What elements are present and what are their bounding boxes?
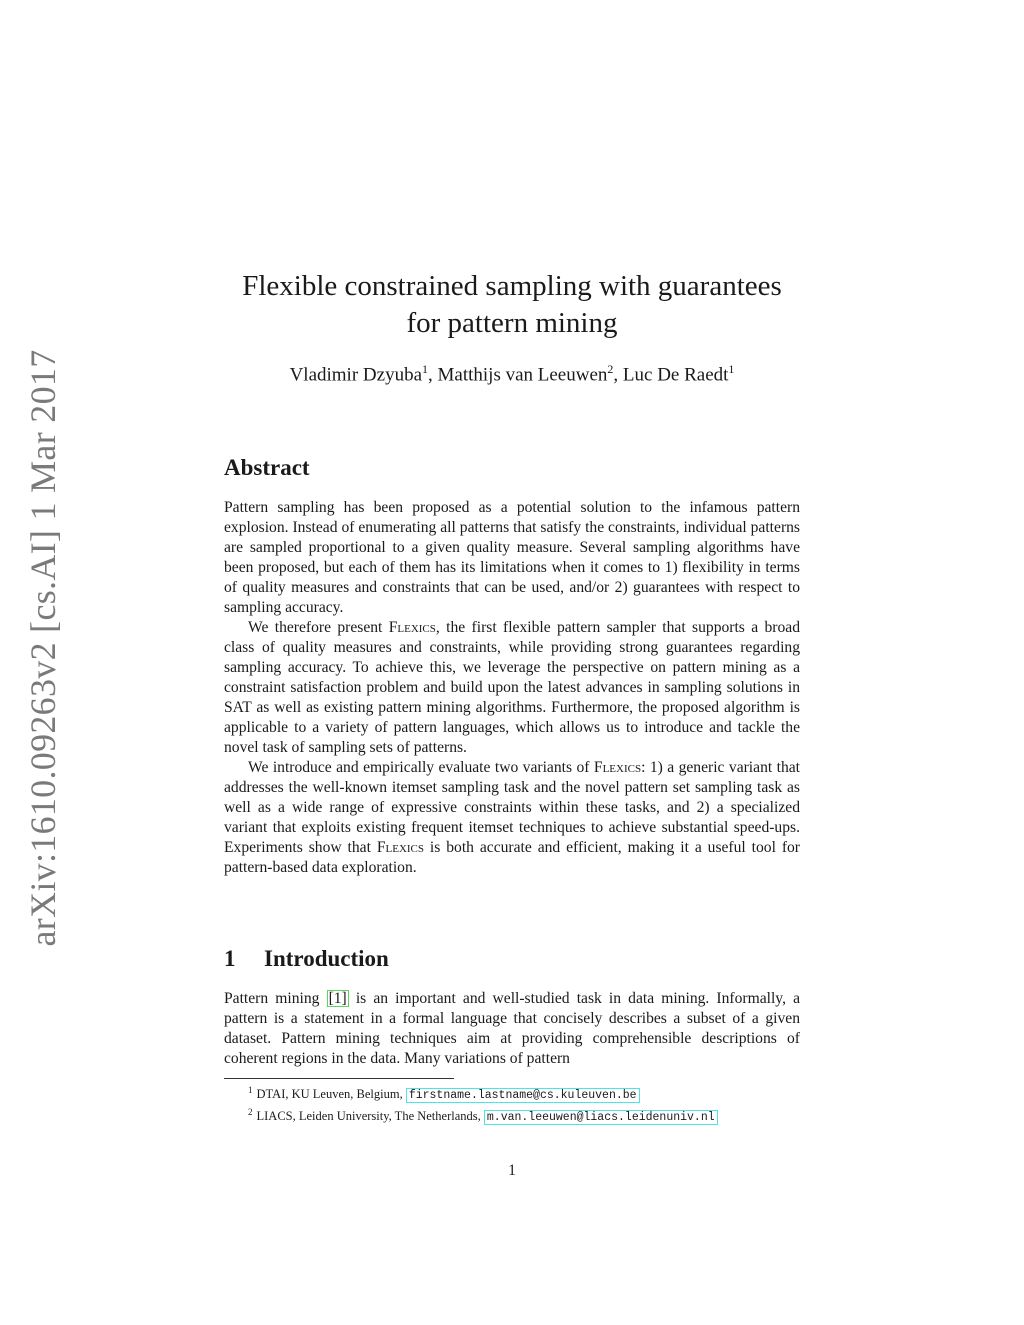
abstract-paragraph-1: Pattern sampling has been proposed as a potential solution to the infamous pattern explosion. Instead of enumerating all patterns that satisfy the constraints, individual patterns are sampled proportional to a given quality measure. Several sampling algorithms have been proposed, but each of them has its limitations when it comes to 1) flexibility in terms of quality measures and constraints that can be used, and/or 2) guarantees with respect to sampling accuracy. [224, 499, 800, 616]
paper-title [0, 268, 1024, 342]
text-span: We therefore present [248, 619, 389, 636]
author-affiliation-mark: 1 [422, 362, 428, 376]
text-span: We introduce and empirically evaluate two variants of [248, 759, 594, 776]
text-span: , the first flexible pattern sampler that supports a broad class of quality measures and constraints, while providing strong guarantees regarding sampling accuracy. To achieve this, we leverage the perspective on pattern mining as a constraint satisfaction problem and build upon the latest advances in sampling solutions in SAT as well as existing pattern mining algorithms. Furthermore, the proposed algorithm is applicable to a variety of pattern languages, which allows us to introduce and tackle the novel task of sampling sets of patterns. [224, 619, 800, 756]
footnote-rule [224, 1078, 454, 1079]
abstract-paragraph-3 [224, 758, 800, 878]
method-name: Flexics [388, 619, 436, 636]
text-span: is an important and well-studied task in data mining. Informally, a pattern is a statement in a formal language that concisely describes a subset of a given dataset. Pattern mining techniques aim at providing comprehensible descriptions of coherent regions in the data. Many variations of pattern [224, 990, 800, 1067]
page-number: 1 [508, 1162, 516, 1179]
footnote-mark: 1 [248, 1085, 253, 1095]
citation-link[interactable]: [1] [328, 990, 347, 1007]
footnotes [248, 1082, 718, 1126]
footnote-text: LIACS, Leiden University, The Netherlands, [256, 1109, 484, 1124]
email-link[interactable]: m.van.leeuwen@liacs.leidenuniv.nl [484, 1110, 718, 1125]
section-title: Introduction [264, 946, 389, 971]
author-separator: , [428, 364, 438, 386]
section-heading-introduction [224, 946, 389, 972]
arxiv-stamp: arXiv:1610.09263v2 [cs.AI] 1 Mar 2017 [23, 349, 63, 947]
abstract-paragraph-2 [224, 618, 800, 758]
method-name: Flexics [376, 839, 425, 856]
text-span: Pattern mining [224, 990, 327, 1007]
abstract-body [224, 498, 800, 878]
method-name: Flexics [593, 759, 642, 776]
author-name: Matthijs van Leeuwen [437, 364, 608, 386]
footnote-mark: 2 [248, 1107, 253, 1118]
text-span: : 1) a generic variant that addresses the well-known itemset sampling task and the novel pattern set sampling task as well as a wide range of expressive constraints within these tasks, and 2) a specialized variant that exploits existing frequent itemset techniques to achieve substantial speed-ups. Experiments show that [224, 759, 800, 856]
title-line-1: Flexible constrained sampling with guarantees [242, 270, 782, 302]
text-span: is both accurate and efficient, making it a useful tool for pattern-based data exploration. [224, 839, 801, 876]
introduction-paragraph-1 [224, 989, 800, 1069]
section-number: 1 [224, 946, 236, 971]
footnote-1 [248, 1082, 718, 1104]
footnote-text: DTAI, KU Leuven, Belgium, [256, 1087, 406, 1102]
introduction-body [224, 989, 800, 1069]
author-affiliation-mark: 1 [728, 362, 735, 376]
author-name: Vladimir Dzyuba [289, 364, 422, 386]
author-separator: , [613, 364, 623, 386]
author-name: Luc De Raedt [622, 364, 729, 386]
email-link[interactable]: firstname.lastname@cs.kuleuven.be [406, 1088, 640, 1103]
author-list [0, 362, 1024, 386]
title-line-2: for pattern mining [406, 307, 618, 339]
abstract-heading: Abstract [224, 455, 310, 480]
author-affiliation-mark: 2 [607, 362, 614, 376]
footnote-2 [248, 1104, 718, 1126]
